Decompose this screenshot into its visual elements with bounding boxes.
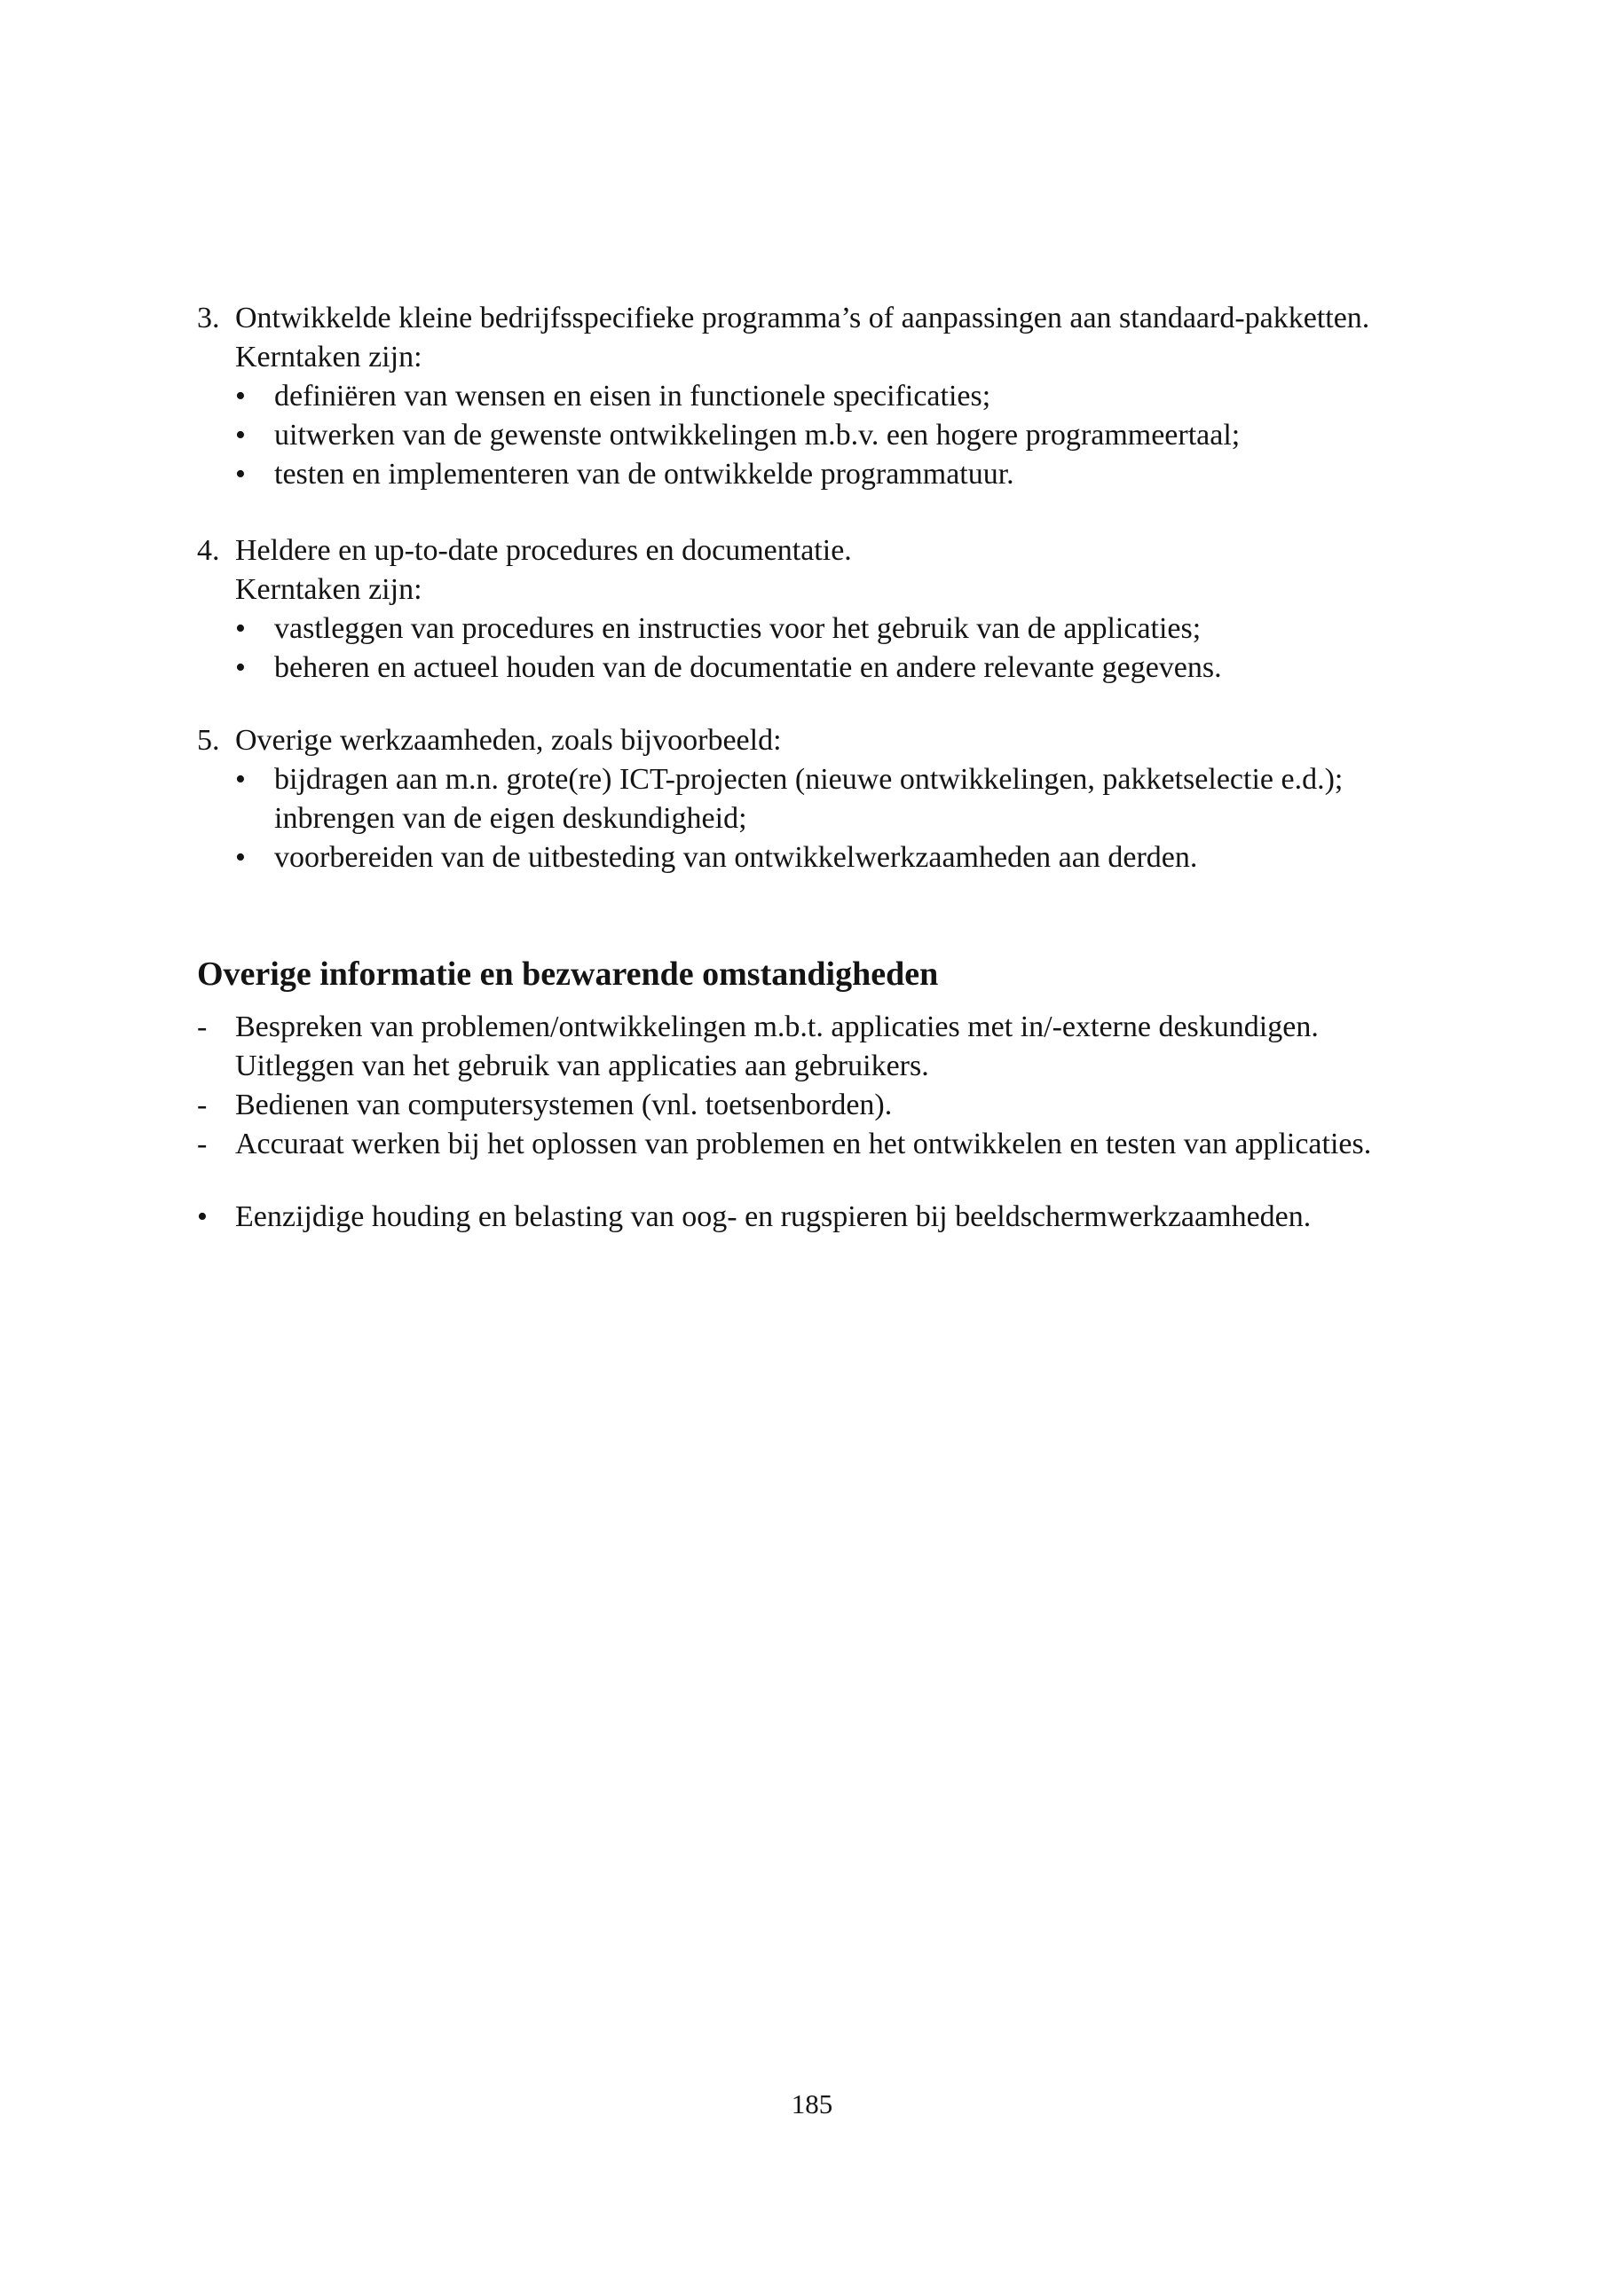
sub-bullet-item <box>235 377 1439 416</box>
list-item-body <box>235 721 1439 877</box>
dash-icon: - <box>197 1010 208 1043</box>
list-item-text: Heldere en up-to-date procedures en documentatie. <box>235 534 852 567</box>
sub-bullet-item <box>235 649 1439 688</box>
sub-bullet-text: voorbereiden van de uitbesteding van ontwikkelwerkzaamheden aan derden. <box>274 841 1198 874</box>
bullet-icon: • <box>235 419 246 452</box>
bullet-item <box>197 1198 1439 1237</box>
bullet-icon: • <box>235 841 246 874</box>
sub-bullet-item <box>235 838 1439 877</box>
list-number: 3. <box>197 302 220 334</box>
sub-bullet-text: beheren en actueel houden van de documentatie en andere relevante gegevens. <box>274 651 1222 684</box>
bullet-icon: • <box>235 651 246 684</box>
numbered-item-4 <box>197 531 1439 688</box>
item-spacer <box>197 1164 1439 1198</box>
other-info-heading: Overige informatie en bezwarende omstandigheden <box>197 955 939 993</box>
numbered-item-3 <box>197 299 1439 494</box>
sub-bullet-text: testen en implementeren van de ontwikkelde programmatuur. <box>274 458 1014 491</box>
dash-item-text: Accuraat werken bij het oplossen van problemen en het ontwikkelen en testen van applicaties. <box>235 1128 1372 1160</box>
document-content <box>197 299 1439 1237</box>
bullet-icon: • <box>235 763 246 796</box>
sub-bullet-item <box>235 609 1439 649</box>
list-item-body <box>235 531 1439 688</box>
dash-item-text: Bespreken van problemen/ontwikkelingen m.b.t. applicaties met in/-externe deskundigen. Uitleggen van het gebruik van applicaties aan gebruikers. <box>235 1010 1319 1082</box>
numbered-item-5 <box>197 721 1439 877</box>
bullet-icon: • <box>197 1200 208 1233</box>
dash-icon: - <box>197 1128 208 1160</box>
page-number: 185 <box>791 2088 833 2119</box>
bullet-icon: • <box>235 612 246 645</box>
dash-item <box>197 1008 1439 1086</box>
sub-bullet-text: bijdragen aan m.n. grote(re) ICT-projecten (nieuwe ontwikkelingen, pakketselectie e.d.); inbrengen van de eigen deskundigheid; <box>274 763 1344 835</box>
heading-spacer <box>197 995 1439 1008</box>
sub-bullet-item <box>235 760 1439 838</box>
sub-bullet-text: vastleggen van procedures en instructies voor het gebruik van de applicaties; <box>274 612 1202 645</box>
sub-bullet-item <box>235 416 1439 455</box>
list-number: 4. <box>197 534 220 567</box>
section-spacer <box>197 494 1439 531</box>
bullet-icon: • <box>235 380 246 413</box>
list-item-body <box>235 299 1439 494</box>
sub-bullet-item <box>235 455 1439 494</box>
bullet-item-text: Eenzijdige houding en belasting van oog- en rugspieren bij beeldschermwerkzaamheden. <box>235 1200 1312 1233</box>
sub-bullet-text: definiëren van wensen en eisen in functionele specificaties; <box>274 380 991 413</box>
list-item-text: Ontwikkelde kleine bedrijfsspecifieke programma’s of aanpassingen aan standaard-pakketten. <box>235 302 1370 334</box>
section-spacer <box>197 877 1439 953</box>
list-item-subtitle: Kerntaken zijn: <box>235 341 422 373</box>
list-number: 5. <box>197 724 220 757</box>
sub-bullet-text: uitwerken van de gewenste ontwikkelingen m.b.v. een hogere programmeertaal; <box>274 419 1241 452</box>
dash-item-text: Bedienen van computersystemen (vnl. toetsenborden). <box>235 1089 893 1121</box>
bullet-icon: • <box>235 458 246 491</box>
dash-item <box>197 1125 1439 1164</box>
section-spacer <box>197 688 1439 721</box>
list-item-subtitle: Kerntaken zijn: <box>235 573 422 606</box>
dash-item <box>197 1086 1439 1125</box>
dash-icon: - <box>197 1089 208 1121</box>
list-item-text: Overige werkzaamheden, zoals bijvoorbeeld: <box>235 724 782 757</box>
